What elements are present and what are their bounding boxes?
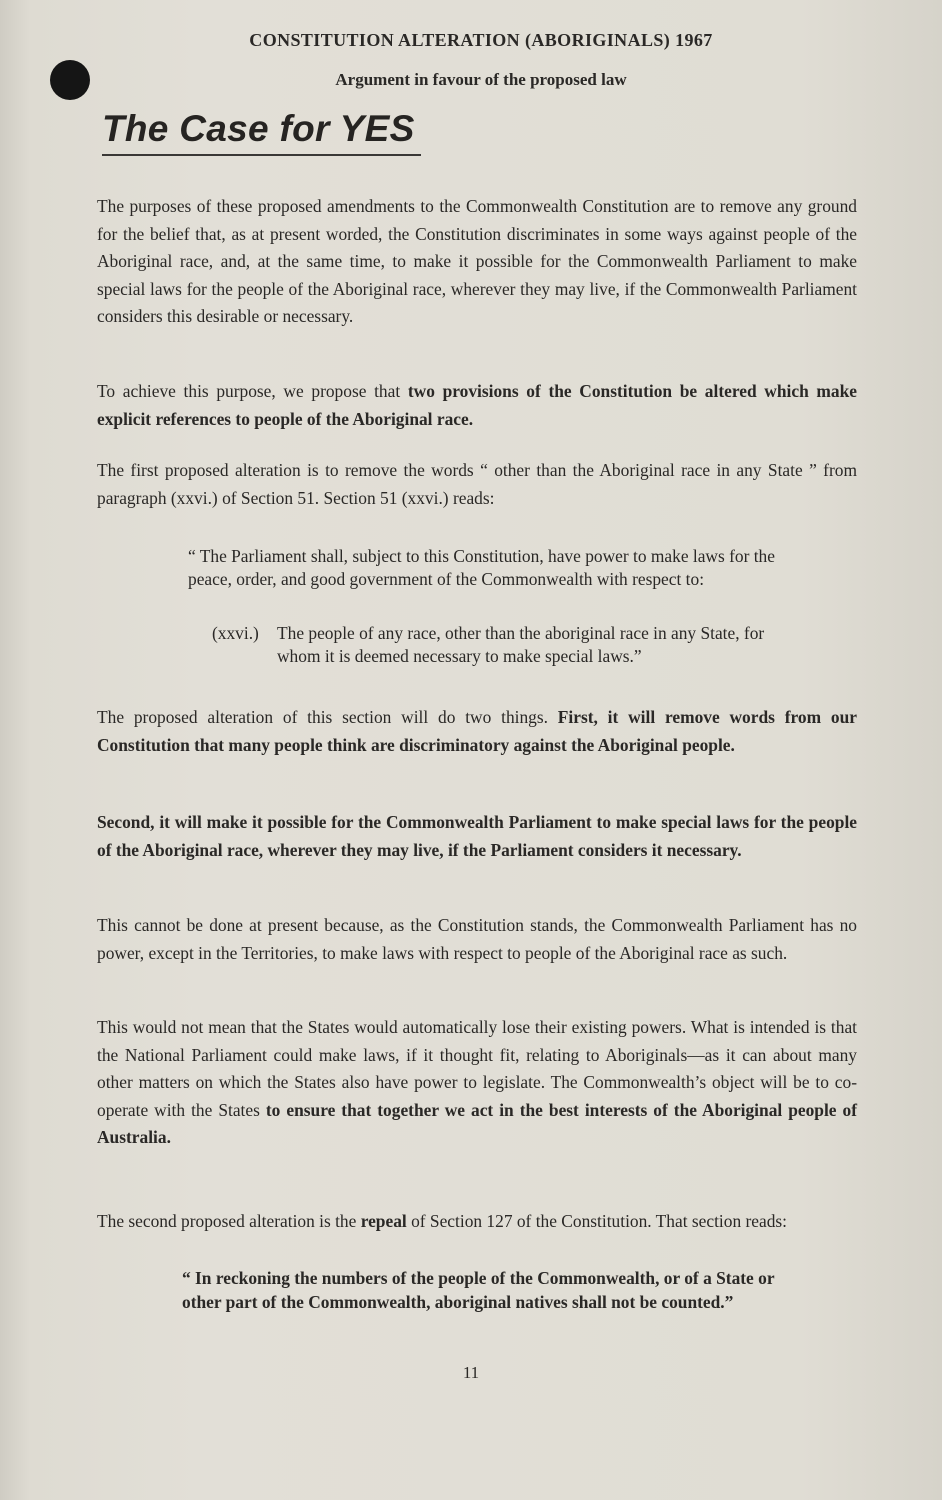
quote-section-51: “ The Parliament shall, subject to this Constitution, have power to make laws for the peace, order, and good government of the Commonwealth with respect to:	[188, 546, 775, 589]
paragraph-second-alteration	[97, 1208, 857, 1236]
paragraph-achieve	[97, 378, 857, 433]
paragraph-text: This would not mean that the States would automatically lose their existing powers. What is intended is that the National Parliament could make laws, if it thought fit, relating to Aboriginals—as it can about many other matters on which the States also have power to legislate. The Commonwealth’s object will be to co-operate with the States	[97, 1017, 857, 1120]
quote-section-127: “ In reckoning the numbers of the people of the Commonwealth, or of a State or other part of the Commonwealth, aboriginal natives shall not be counted.”	[182, 1268, 775, 1312]
paragraph-text: The second proposed alteration is the	[97, 1211, 361, 1231]
document-heading: CONSTITUTION ALTERATION (ABORIGINALS) 1967	[249, 30, 713, 50]
case-title: The Case for YES	[102, 108, 421, 156]
emphasis-text: two provisions of the Constitution be altered which make explicit references to people of the Aboriginal race.	[97, 381, 857, 429]
emphasis-text: to ensure that together we act in the best interests of the Aboriginal people of Australia.	[97, 1099, 858, 1147]
paragraph-first-alteration: The first proposed alteration is to remove the words “ other than the Aboriginal race in any State ” from paragraph (xxvi.) of Section 51. Section 51 (xxvi.) reads:	[97, 460, 857, 508]
paragraph-states-powers	[97, 1014, 857, 1152]
paragraph-text: To achieve this purpose, we propose that	[97, 381, 408, 401]
document-subheading: Argument in favour of the proposed law	[335, 70, 627, 89]
paragraph-two-things	[97, 704, 857, 759]
emphasis-text: repeal	[360, 1211, 407, 1231]
item-text: The people of any race, other than the aboriginal race in any State, for whom it is deemed necessary to make special laws.”	[277, 623, 765, 666]
paragraph-purposes: The purposes of these proposed amendments to the Commonwealth Constitution are to remove any ground for the belief that, as at present worded, the Constitution discriminates in some ways against people of the Aboriginal race, and, at the same time, to make it possible for the Commonwealth Parliament to make special laws for the people of the Aboriginal race, wherever they may live, if the Commonwealth Parliament considers this desirable or necessary.	[97, 196, 857, 326]
page-number: 11	[462, 1363, 480, 1382]
paragraph-second-point: Second, it will make it possible for the Commonwealth Parliament to make special laws for the people of the Aboriginal race, wherever they may live, if the Parliament considers it necessary.	[97, 812, 857, 860]
item-number: (xxvi.)	[212, 623, 259, 643]
paragraph-text: of Section 127 of the Constitution. That section reads:	[406, 1211, 788, 1231]
paragraph-text: The proposed alteration of this section will do two things.	[97, 707, 558, 727]
paragraph-cannot-be-done: This cannot be done at present because, as the Constitution stands, the Commonwealth Parliament has no power, except in the Territories, to make laws with respect to people of the Aboriginal race as such.	[97, 915, 857, 963]
emphasis-text: First, it will remove words from our Constitution that many people think are discriminatory against the Aboriginal people.	[97, 707, 857, 755]
